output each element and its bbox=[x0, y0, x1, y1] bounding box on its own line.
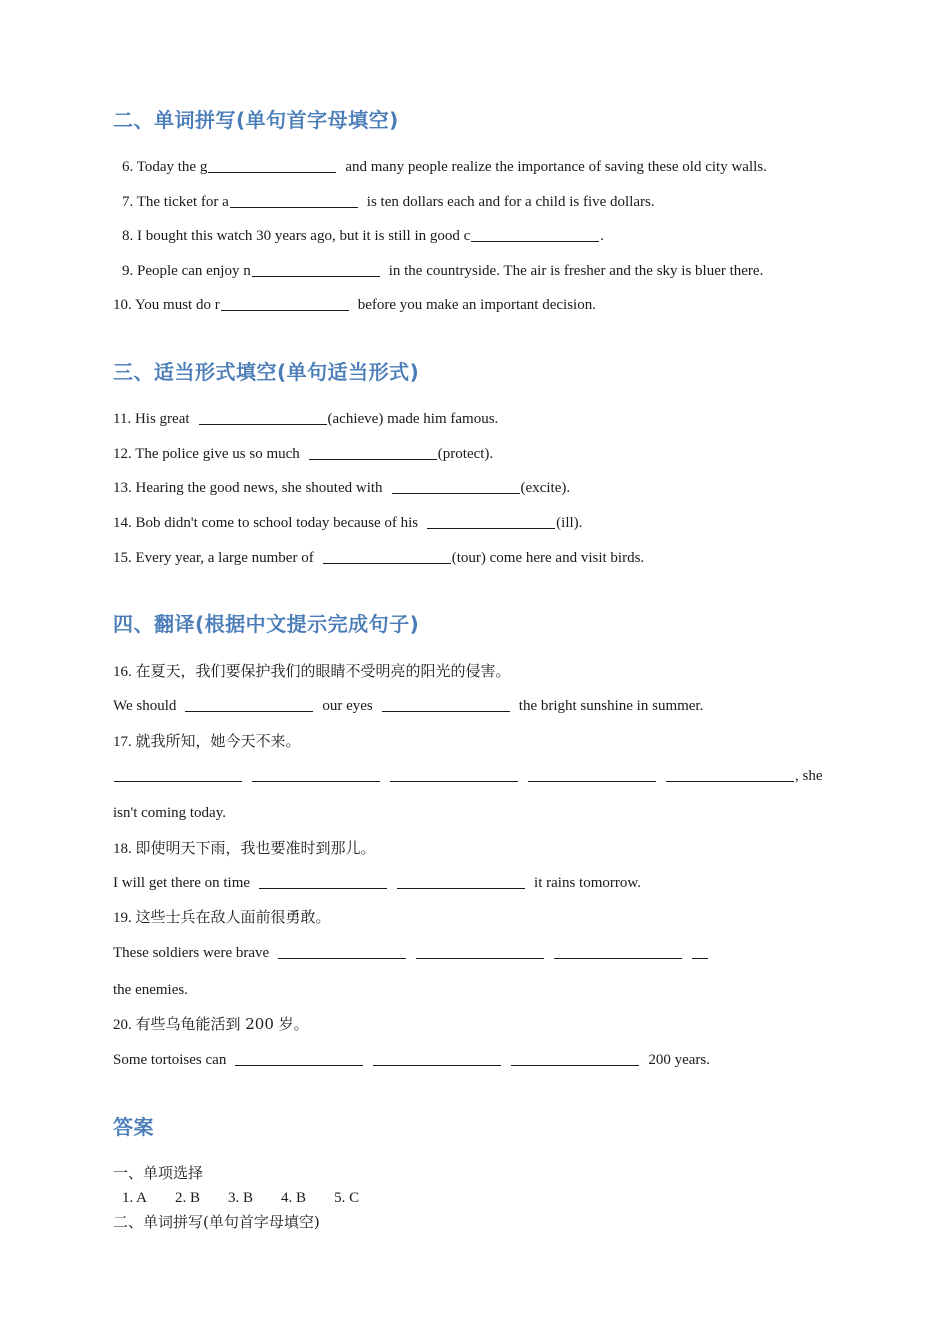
question-text-before: The ticket for a bbox=[136, 194, 229, 210]
answer-blank[interactable] bbox=[199, 409, 327, 425]
section-heading-word-spelling: 二、单词拼写(单句首字母填空) bbox=[113, 108, 399, 132]
sentence-part: Some tortoises can bbox=[113, 1052, 227, 1068]
sentence-part: it rains tomorrow. bbox=[534, 875, 641, 891]
sentence-part: These soldiers were brave bbox=[113, 945, 270, 961]
answer-blank[interactable] bbox=[230, 192, 358, 208]
answer-blank[interactable] bbox=[528, 766, 656, 782]
answer-blank[interactable] bbox=[235, 1050, 363, 1066]
answer-blank[interactable] bbox=[252, 766, 380, 782]
question-text-after: (ill). bbox=[556, 515, 583, 531]
answer-blank[interactable] bbox=[397, 873, 525, 889]
answer-blank[interactable] bbox=[278, 943, 406, 959]
question-text-after: (protect). bbox=[437, 446, 494, 462]
answer-blank[interactable] bbox=[185, 696, 313, 712]
question-18-sentence bbox=[113, 873, 641, 893]
answer-blank[interactable] bbox=[471, 226, 599, 242]
question-17-sentence bbox=[113, 766, 823, 786]
question-number: 18. bbox=[113, 841, 132, 857]
question-text-before: The police give us so much bbox=[135, 446, 300, 462]
question-15 bbox=[113, 548, 644, 568]
sentence-part: our eyes bbox=[322, 698, 373, 714]
answer-blank[interactable] bbox=[208, 157, 336, 173]
question-18-prompt bbox=[113, 838, 376, 859]
question-text-after: (excite). bbox=[520, 480, 571, 496]
question-19-sentence bbox=[113, 943, 709, 963]
answer-blank[interactable] bbox=[252, 261, 380, 277]
question-10 bbox=[113, 295, 596, 315]
chinese-prompt: 有些乌龟能活到 200 岁。 bbox=[135, 1015, 309, 1033]
question-19-prompt bbox=[113, 907, 331, 928]
sentence-part: isn't coming today. bbox=[113, 805, 226, 821]
question-number: 11. bbox=[113, 411, 132, 427]
question-19-sentence-cont bbox=[113, 980, 188, 1000]
question-number: 14. bbox=[113, 515, 132, 531]
answer-blank[interactable] bbox=[511, 1050, 639, 1066]
question-number: 12. bbox=[113, 446, 132, 462]
question-number: 13. bbox=[113, 480, 132, 496]
question-text-before: You must do r bbox=[134, 297, 220, 313]
answer-blank[interactable] bbox=[392, 478, 520, 494]
question-12 bbox=[113, 444, 493, 464]
question-text-before: Bob didn't come to school today because of his bbox=[135, 515, 419, 531]
answer-item: 5. C bbox=[334, 1190, 360, 1206]
question-14 bbox=[113, 513, 582, 533]
question-number: 7. bbox=[122, 194, 134, 210]
question-number: 19. bbox=[113, 910, 132, 926]
question-9 bbox=[122, 261, 763, 281]
answer-item: 1. A bbox=[122, 1190, 148, 1206]
question-text-before: His great bbox=[134, 411, 190, 427]
question-number: 15. bbox=[113, 550, 132, 566]
answer-blank[interactable] bbox=[390, 766, 518, 782]
question-17-sentence-cont bbox=[113, 803, 226, 823]
question-text-after: in the countryside. The air is fresher and the sky is bluer there. bbox=[388, 263, 764, 279]
chinese-prompt: 就我所知，她今天不来。 bbox=[135, 732, 301, 750]
question-text-after: is ten dollars each and for a child is five dollars. bbox=[366, 194, 655, 210]
question-number: 10. bbox=[113, 297, 132, 313]
chinese-prompt: 这些士兵在敌人面前很勇敢。 bbox=[135, 908, 331, 926]
question-20-sentence bbox=[113, 1050, 710, 1070]
answer-blank[interactable] bbox=[666, 766, 794, 782]
sentence-part: the enemies. bbox=[113, 982, 188, 998]
answer-blank[interactable] bbox=[309, 444, 437, 460]
answer-blank[interactable] bbox=[382, 696, 510, 712]
question-number: 9. bbox=[122, 263, 134, 279]
sentence-part: We should bbox=[113, 698, 177, 714]
question-20-prompt bbox=[113, 1014, 309, 1035]
answer-item: 4. B bbox=[281, 1190, 307, 1206]
question-text-after: and many people realize the importance of saving these old city walls. bbox=[345, 159, 767, 175]
question-8 bbox=[122, 226, 604, 246]
chinese-prompt: 在夏天，我们要保护我们的眼睛不受明亮的阳光的侵害。 bbox=[135, 662, 511, 680]
sentence-part: , she bbox=[795, 768, 823, 784]
question-7 bbox=[122, 192, 655, 212]
sentence-part: 200 years. bbox=[648, 1052, 710, 1068]
answer-item: 3. B bbox=[228, 1190, 254, 1206]
answer-blank[interactable] bbox=[373, 1050, 501, 1066]
question-text-before: Every year, a large number of bbox=[135, 550, 314, 566]
question-text-after: (achieve) made him famous. bbox=[327, 411, 499, 427]
question-text-after: before you make an important decision. bbox=[357, 297, 596, 313]
sentence-part: the bright sunshine in summer. bbox=[518, 698, 704, 714]
question-number: 8. bbox=[122, 228, 134, 244]
question-13 bbox=[113, 478, 570, 498]
question-11 bbox=[113, 409, 498, 429]
question-text-after: (tour) come here and visit birds. bbox=[451, 550, 645, 566]
answers-part2-title: 二、单词拼写(单句首字母填空) bbox=[113, 1213, 320, 1231]
section-heading-word-forms: 三、适当形式填空(单句适当形式) bbox=[113, 360, 420, 384]
answers-part1-list bbox=[122, 1188, 387, 1208]
answer-blank[interactable] bbox=[427, 513, 555, 529]
question-number: 20. bbox=[113, 1017, 132, 1033]
answers-part1-title: 一、单项选择 bbox=[113, 1164, 204, 1182]
question-16-prompt bbox=[113, 661, 511, 682]
question-text-before: I bought this watch 30 years ago, but it is still in good c bbox=[137, 228, 471, 244]
answer-blank[interactable] bbox=[221, 295, 349, 311]
chinese-prompt: 即使明天下雨，我也要准时到那儿。 bbox=[135, 839, 376, 857]
question-number: 16. bbox=[113, 664, 132, 680]
answer-blank[interactable] bbox=[692, 943, 708, 959]
question-16-sentence bbox=[113, 696, 703, 716]
answer-item: 2. B bbox=[175, 1190, 201, 1206]
question-text-before: Hearing the good news, she shouted with bbox=[135, 480, 383, 496]
question-number: 6. bbox=[122, 159, 134, 175]
answer-blank[interactable] bbox=[554, 943, 682, 959]
question-text-before: Today the g bbox=[136, 159, 208, 175]
answer-blank[interactable] bbox=[259, 873, 387, 889]
section-heading-translation: 四、翻译(根据中文提示完成句子) bbox=[113, 612, 420, 636]
question-text-before: People can enjoy n bbox=[137, 263, 251, 279]
question-text-after: . bbox=[600, 228, 605, 244]
sentence-part: I will get there on time bbox=[113, 875, 251, 891]
answers-heading: 答案 bbox=[113, 1115, 154, 1139]
answer-blank[interactable] bbox=[114, 766, 242, 782]
answer-blank[interactable] bbox=[416, 943, 544, 959]
question-6 bbox=[122, 157, 767, 177]
question-number: 17. bbox=[113, 734, 132, 750]
answer-blank[interactable] bbox=[323, 548, 451, 564]
question-17-prompt bbox=[113, 731, 301, 752]
